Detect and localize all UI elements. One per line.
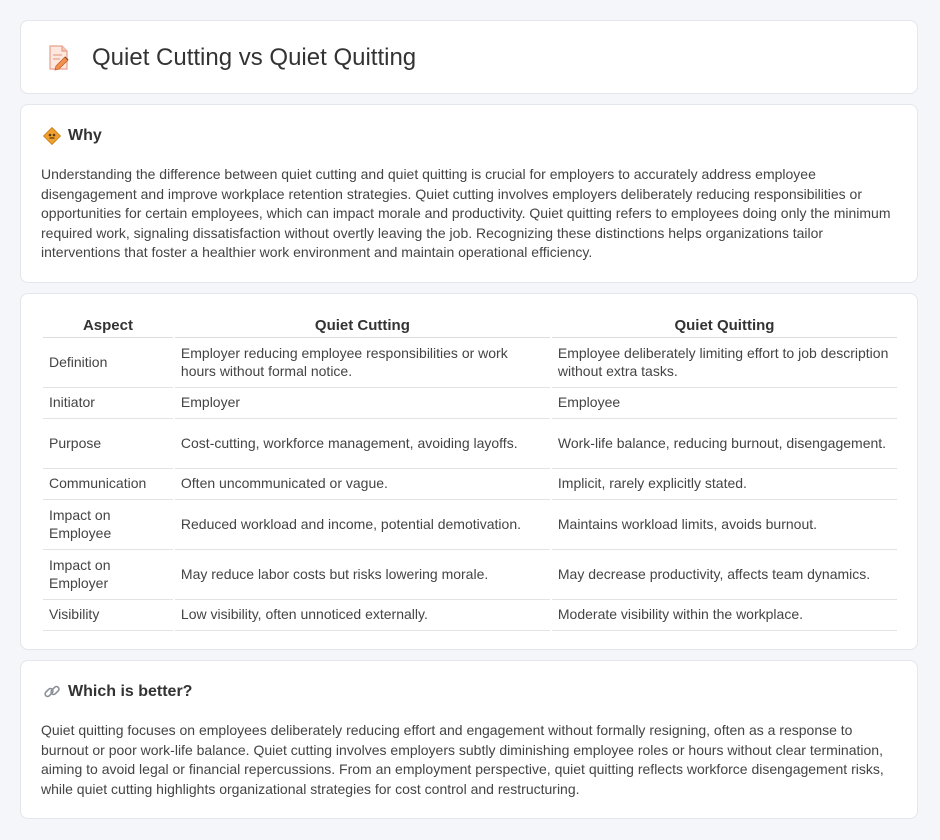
table-row bbox=[43, 500, 897, 550]
better-text: Quiet quitting focuses on employees deliberately reducing effort and engagement without formally resigning, often as a response to burnout or poor work-life balance. Quiet cutting involves employers subtly diminishing employee roles or hours without clear termination, aiming to avoid legal or financial repercussions. From an employment perspective, quiet quitting reflects workforce disengagement risks, while quiet cutting highlights organizational strategies for cost control and restructuring. bbox=[41, 722, 884, 797]
table-row bbox=[43, 338, 897, 388]
table-row bbox=[43, 550, 897, 600]
quiet-cutting-cell: Employer reducing employee responsibilities or work hours without formal notice. bbox=[175, 338, 550, 388]
which-is-better-section bbox=[20, 660, 918, 819]
better-header bbox=[43, 683, 192, 701]
quiet-quitting-cell: Maintains workload limits, avoids burnout. bbox=[552, 500, 897, 550]
table-row bbox=[43, 600, 897, 631]
quiet-cutting-cell: Often uncommunicated or vague. bbox=[175, 469, 550, 500]
quiet-quitting-cell: Work-life balance, reducing burnout, disengagement. bbox=[552, 419, 897, 469]
better-heading: Which is better? bbox=[68, 683, 193, 700]
header-quiet-quitting: Quiet Quitting bbox=[552, 316, 897, 338]
header-aspect: Aspect bbox=[43, 316, 173, 338]
aspect-cell: Initiator bbox=[43, 388, 173, 419]
aspect-cell: Impact on Employer bbox=[43, 550, 173, 600]
aspect-cell: Purpose bbox=[43, 419, 173, 469]
quiet-quitting-cell: Implicit, rarely explicitly stated. bbox=[552, 469, 897, 500]
aspect-cell: Definition bbox=[43, 338, 173, 388]
why-heading: Why bbox=[68, 127, 102, 144]
quiet-cutting-cell: Reduced workload and income, potential demotivation. bbox=[175, 500, 550, 550]
table-row bbox=[43, 419, 897, 469]
quiet-cutting-cell: Cost-cutting, workforce management, avoiding layoffs. bbox=[175, 419, 550, 469]
aspect-cell: Impact on Employee bbox=[43, 500, 173, 550]
comparison-table bbox=[41, 316, 899, 631]
link-icon bbox=[43, 683, 61, 701]
quiet-cutting-cell: Low visibility, often unnoticed externally. bbox=[175, 600, 550, 631]
why-section bbox=[20, 104, 918, 283]
why-header bbox=[43, 127, 102, 145]
header-quiet-cutting: Quiet Cutting bbox=[175, 316, 550, 338]
table-row bbox=[43, 388, 897, 419]
comparison-table-card bbox=[20, 293, 918, 650]
quiet-quitting-cell: Moderate visibility within the workplace. bbox=[552, 600, 897, 631]
quiet-cutting-cell: Employer bbox=[175, 388, 550, 419]
table-header-row bbox=[43, 316, 897, 338]
quiet-quitting-cell: May decrease productivity, affects team dynamics. bbox=[552, 550, 897, 600]
title-card bbox=[20, 20, 918, 94]
aspect-cell: Communication bbox=[43, 469, 173, 500]
quiet-quitting-cell: Employee deliberately limiting effort to job description without extra tasks. bbox=[552, 338, 897, 388]
document-pencil-icon bbox=[47, 45, 71, 71]
page-title: Quiet Cutting vs Quiet Quitting bbox=[92, 44, 417, 71]
quiet-cutting-cell: May reduce labor costs but risks lowering morale. bbox=[175, 550, 550, 600]
quiet-quitting-cell: Employee bbox=[552, 388, 897, 419]
table-row bbox=[43, 469, 897, 500]
aspect-cell: Visibility bbox=[43, 600, 173, 631]
diamond-sign-icon bbox=[43, 127, 61, 145]
why-text: Understanding the difference between quiet cutting and quiet quitting is crucial for employers to accurately address employee disengagement and improve workplace retention strategies. Quiet cutting involves employers deliberately reducing responsibilities or opportunities for certain employees, which can impact morale and productivity. Quiet quitting refers to employees doing only the minimum required work, signaling dissatisfaction without overtly leaving the job. Recognizing these distinctions helps organizations tailor interventions that foster a healthier work environment and maintain operational efficiency. bbox=[41, 166, 891, 260]
